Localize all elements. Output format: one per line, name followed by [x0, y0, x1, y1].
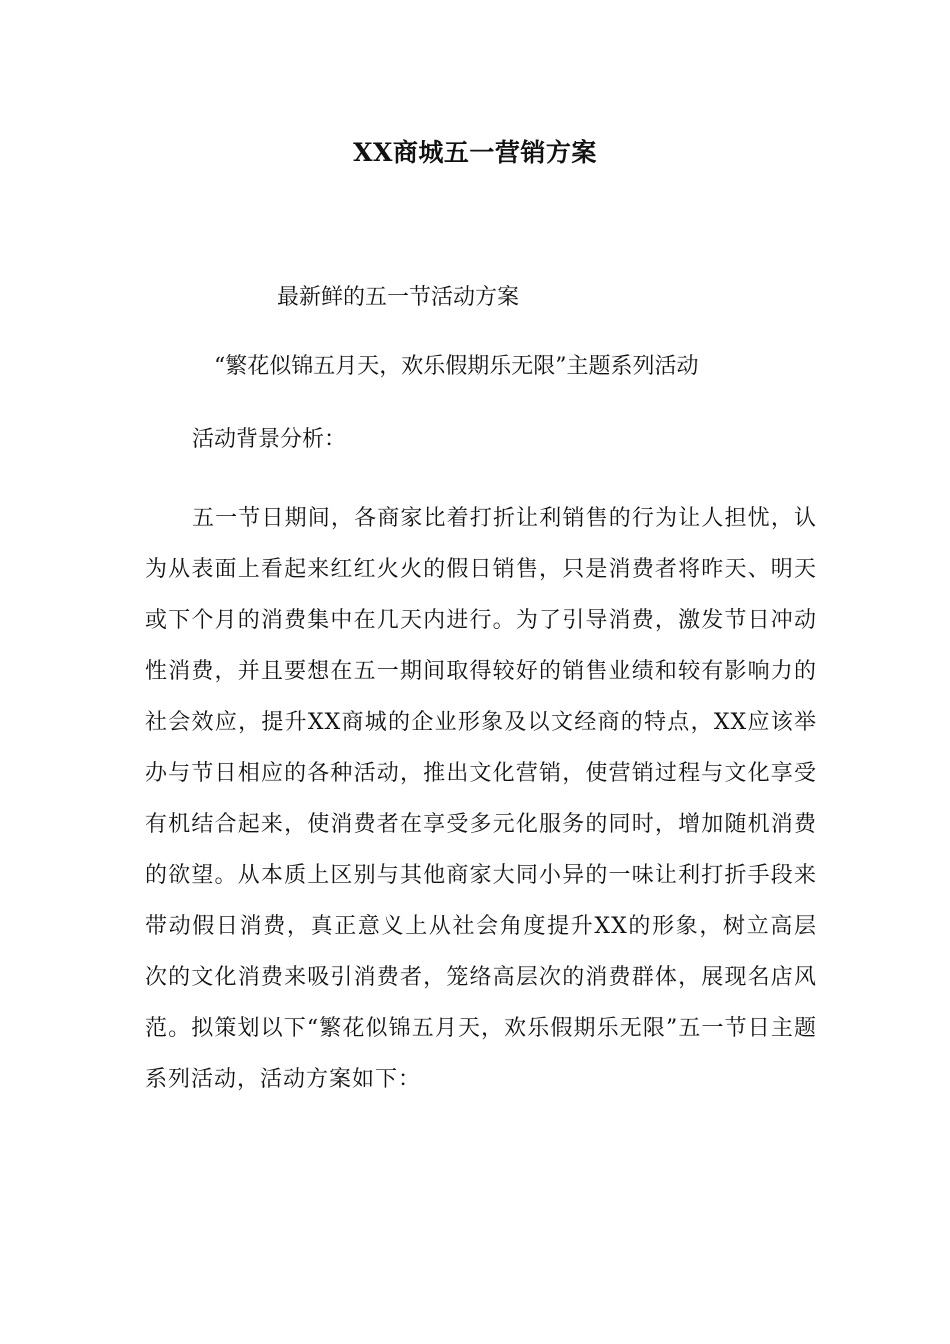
body-paragraph: 五一节日期间，各商家比着打折让利销售的行为让人担忧，认为从表面上看起来红红火火的假日销售，只是消费者将昨天、明天或下个月的消费集中在几天内进行。为了引导消费，激发节日冲动性消费，并且要想在五一期间取得较好的销售业绩和较有影响力的社会效应，提升XX商城的企业形象及以文经商的特点，XX应该举办与节日相应的各种活动，推出文化营销，使营销过程与文化享受有机结合起来，使消费者在享受多元化服务的同时，增加随机消费的欲望。从本质上区别与其他商家大同小异的一味让利打折手段来带动假日消费，真正意义上从社会角度提升XX的形象，树立高层次的文化消费来吸引消费者，笼络高层次的消费群体，展现名店风范。拟策划以下“繁花似锦五月天，欢乐假期乐无限”五一节日主题系列活动，活动方案如下：	[145, 506, 817, 1092]
document-title: XX商城五一营销方案	[353, 138, 597, 167]
section-heading: 活动背景分析：	[192, 427, 347, 452]
document-subtitle: 最新鲜的五一节活动方案	[277, 285, 520, 310]
theme-line: “繁花似锦五月天，欢乐假期乐无限”主题系列活动	[214, 354, 699, 379]
